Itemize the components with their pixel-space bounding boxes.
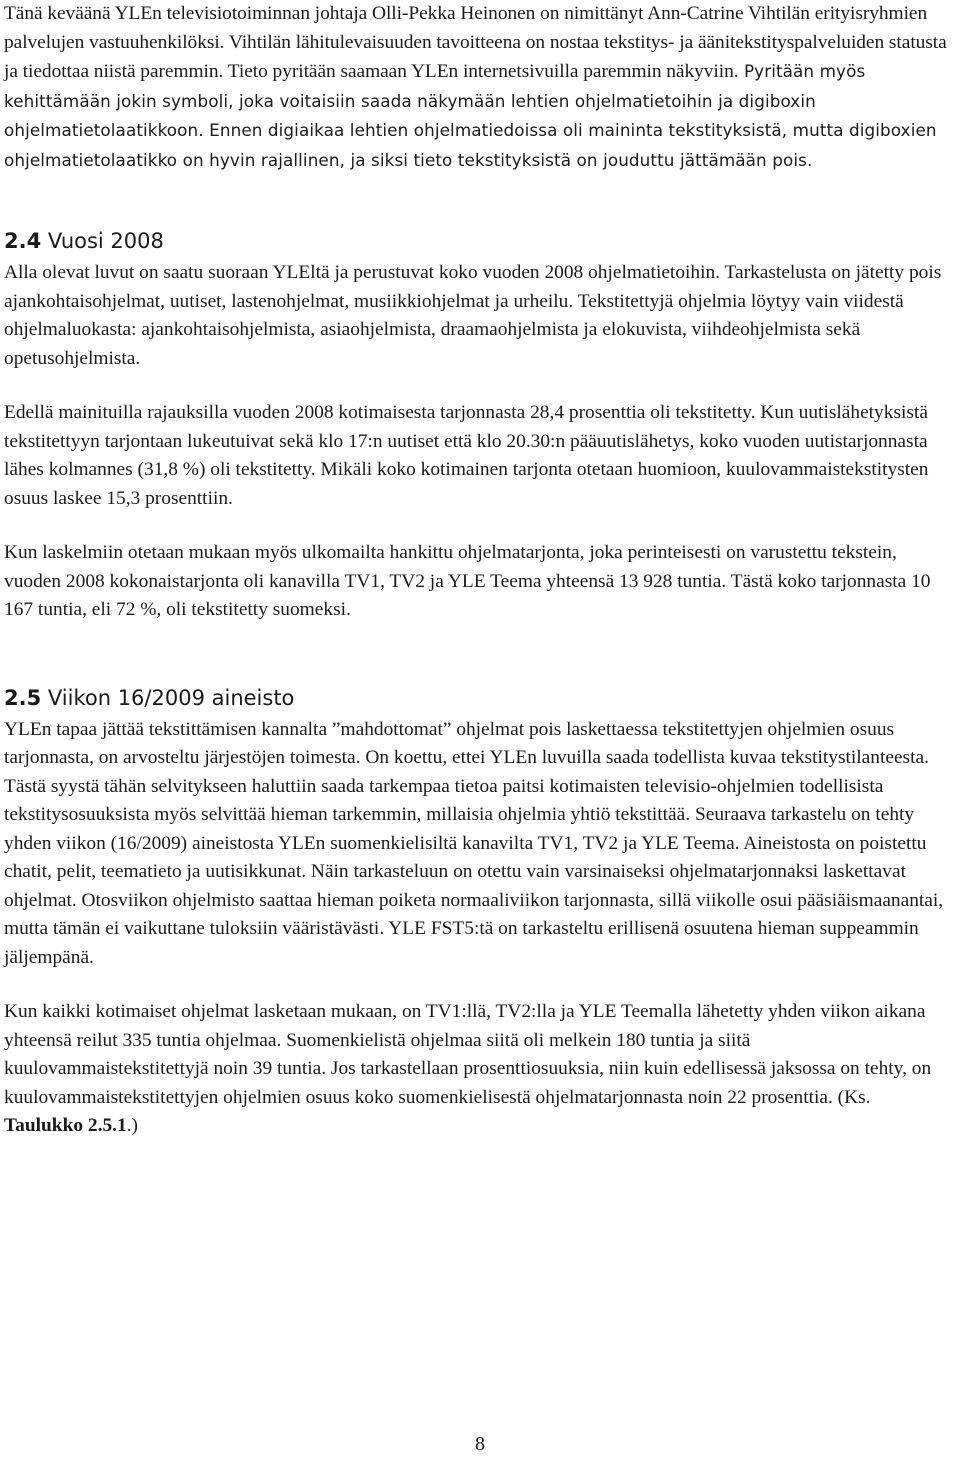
- intro-part-2: Pyritään myös kehittämään jokin symboli, joka voitaisiin saada näkymään lehtien ohjelmatietoihin ja digiboxin ohjelmatietolaatikkoon. Ennen digiaikaa lehtien ohjelmatiedoissa oli maininta tekstityksistä, mutta digiboxien ohjelmatietolaatikko on hyvin rajallinen, ja siksi tieto tekstityksistä on jouduttu jättämään pois.: [4, 61, 937, 170]
- paragraph-2-4-3: Kun laskelmiin otetaan mukaan myös ulkomailta hankittu ohjelmatarjonta, joka perinteisesti on varustettu tekstein, vuoden 2008 kokonaistarjonta oli kanavilla TV1, TV2 ja YLE Teema yhteensä 13 928 tuntia. Tästä koko tarjonnasta 10 167 tuntia, eli 72 %, oli tekstitetty suomeksi.: [4, 542, 931, 620]
- paragraph-2-5-1: YLEn tapaa jättää tekstittämisen kannalta ”mahdottomat” ohjelmat pois laskettaessa tekstitettyjen ohjelmien osuus tarjonnasta, on arvosteltu järjestöjen toimesta. On koettu, ettei YLEn luvuilla saada todellista kuvaa tekstitystilanteesta. Tästä syystä tähän selvitykseen haluttiin saada tarkempaa tietoa paitsi kotimaisten televisio-ohjelmien todellisista tekstitysosuuksista myös selvittää hieman tarkemmin, millaisia ohjelmia yhtiö tekstittää. Seuraava tarkastelu on tehty yhden viikon (16/2009) aineistosta YLEn suomenkielisiltä kanavilta TV1, TV2 ja YLE Teema. Aineistosta on poistettu chatit, pelit, teematieto ja uutisikkunat. Näin tarkasteluun on otettu vain varsinaiseksi ohjelmatarjonnaksi laskettavat ohjelmat. Otosviikon ohjelmisto saattaa hieman poiketa normaaliviikon tarjonnasta, sillä viikolle osui pääsiäismaanantai, mutta tämän ei vaikuttane tuloksiin vääristävästi. YLE FST5:tä on tarkasteltu erillisenä osuutena hieman suppeammin jäljempänä.: [4, 718, 944, 968]
- section-title: Vuosi 2008: [41, 229, 164, 253]
- intro-part-1: Tänä keväänä YLEn televisiotoiminnan johtaja Olli-Pekka Heinonen on nimittänyt Ann-Catrine Vihtilän erityisryhmien palvelujen vastuuhenkilöksi. Vihtilän lähitulevaisuuden tavoitteena on nostaa tekstitys- ja äänitekstityspalveluiden statusta ja tiedottaa niistä paremmin. Tieto pyritään saamaan YLEn internetsivuilla paremmin näkyviin.: [4, 3, 947, 82]
- page-number: 8: [475, 1433, 485, 1455]
- document-page: [4, 0, 952, 1141]
- paragraph-2-5-2: [4, 998, 952, 1141]
- section-number: 2.4: [4, 229, 42, 253]
- paragraph-end: .): [126, 1115, 139, 1136]
- section-heading-2-4: [4, 227, 952, 255]
- section-title: Viikon 16/2009 aineisto: [41, 685, 295, 710]
- section-number: 2.5: [4, 685, 42, 710]
- intro-paragraph: [4, 0, 952, 175]
- table-reference: Taulukko 2.5.1: [4, 1115, 127, 1136]
- section-heading-2-5: [4, 684, 952, 712]
- paragraph-2-4-1: Alla olevat luvut on saatu suoraan YLEltä ja perustuvat koko vuoden 2008 ohjelmatietoihin. Tarkastelusta on jätetty pois ajankohtaisohjelmat, uutiset, lastenohjelmat, musiikkiohjelmat ja urheilu. Tekstitettyjä ohjelmia löytyy vain viidestä ohjelmaluokasta: ajankohtaisohjelmista, asiaohjelmista, draamaohjelmista ja elokuvista, viihdeohjelmista sekä opetusohjelmista.: [4, 262, 942, 369]
- paragraph-text: Kun kaikki kotimaiset ohjelmat lasketaan mukaan, on TV1:llä, TV2:lla ja YLE Teemalla lähetetty yhden viikon aikana yhteensä reilut 335 tuntia ohjelmaa. Suomenkielistä ohjelmaa siitä oli melkein 180 tuntia ja siitä kuulovammaistekstitettyjä noin 39 tuntia. Jos tarkastellaan prosenttiosuuksia, niin kuin edellisessä jaksossa on tehty, on kuulovammaistekstitettyjen ohjelmien osuus koko suomenkielisestä ohjelmatarjonnasta noin 22 prosenttia. (Ks.: [4, 1001, 932, 1108]
- paragraph-2-4-2: Edellä mainituilla rajauksilla vuoden 2008 kotimaisesta tarjonnasta 28,4 prosenttia oli tekstitetty. Kun uutislähetyksistä tekstitettyyn tarjontaan lukeutuivat sekä klo 17:n uutiset että klo 20.30:n pääuutislähetys, koko vuoden uutistarjonnasta lähes kolmannes (31,8 %) oli tekstitetty. Mikäli koko kotimainen tarjonta otetaan huomioon, kuulovammaistekstitysten osuus laskee 15,3 prosenttiin.: [4, 402, 929, 509]
